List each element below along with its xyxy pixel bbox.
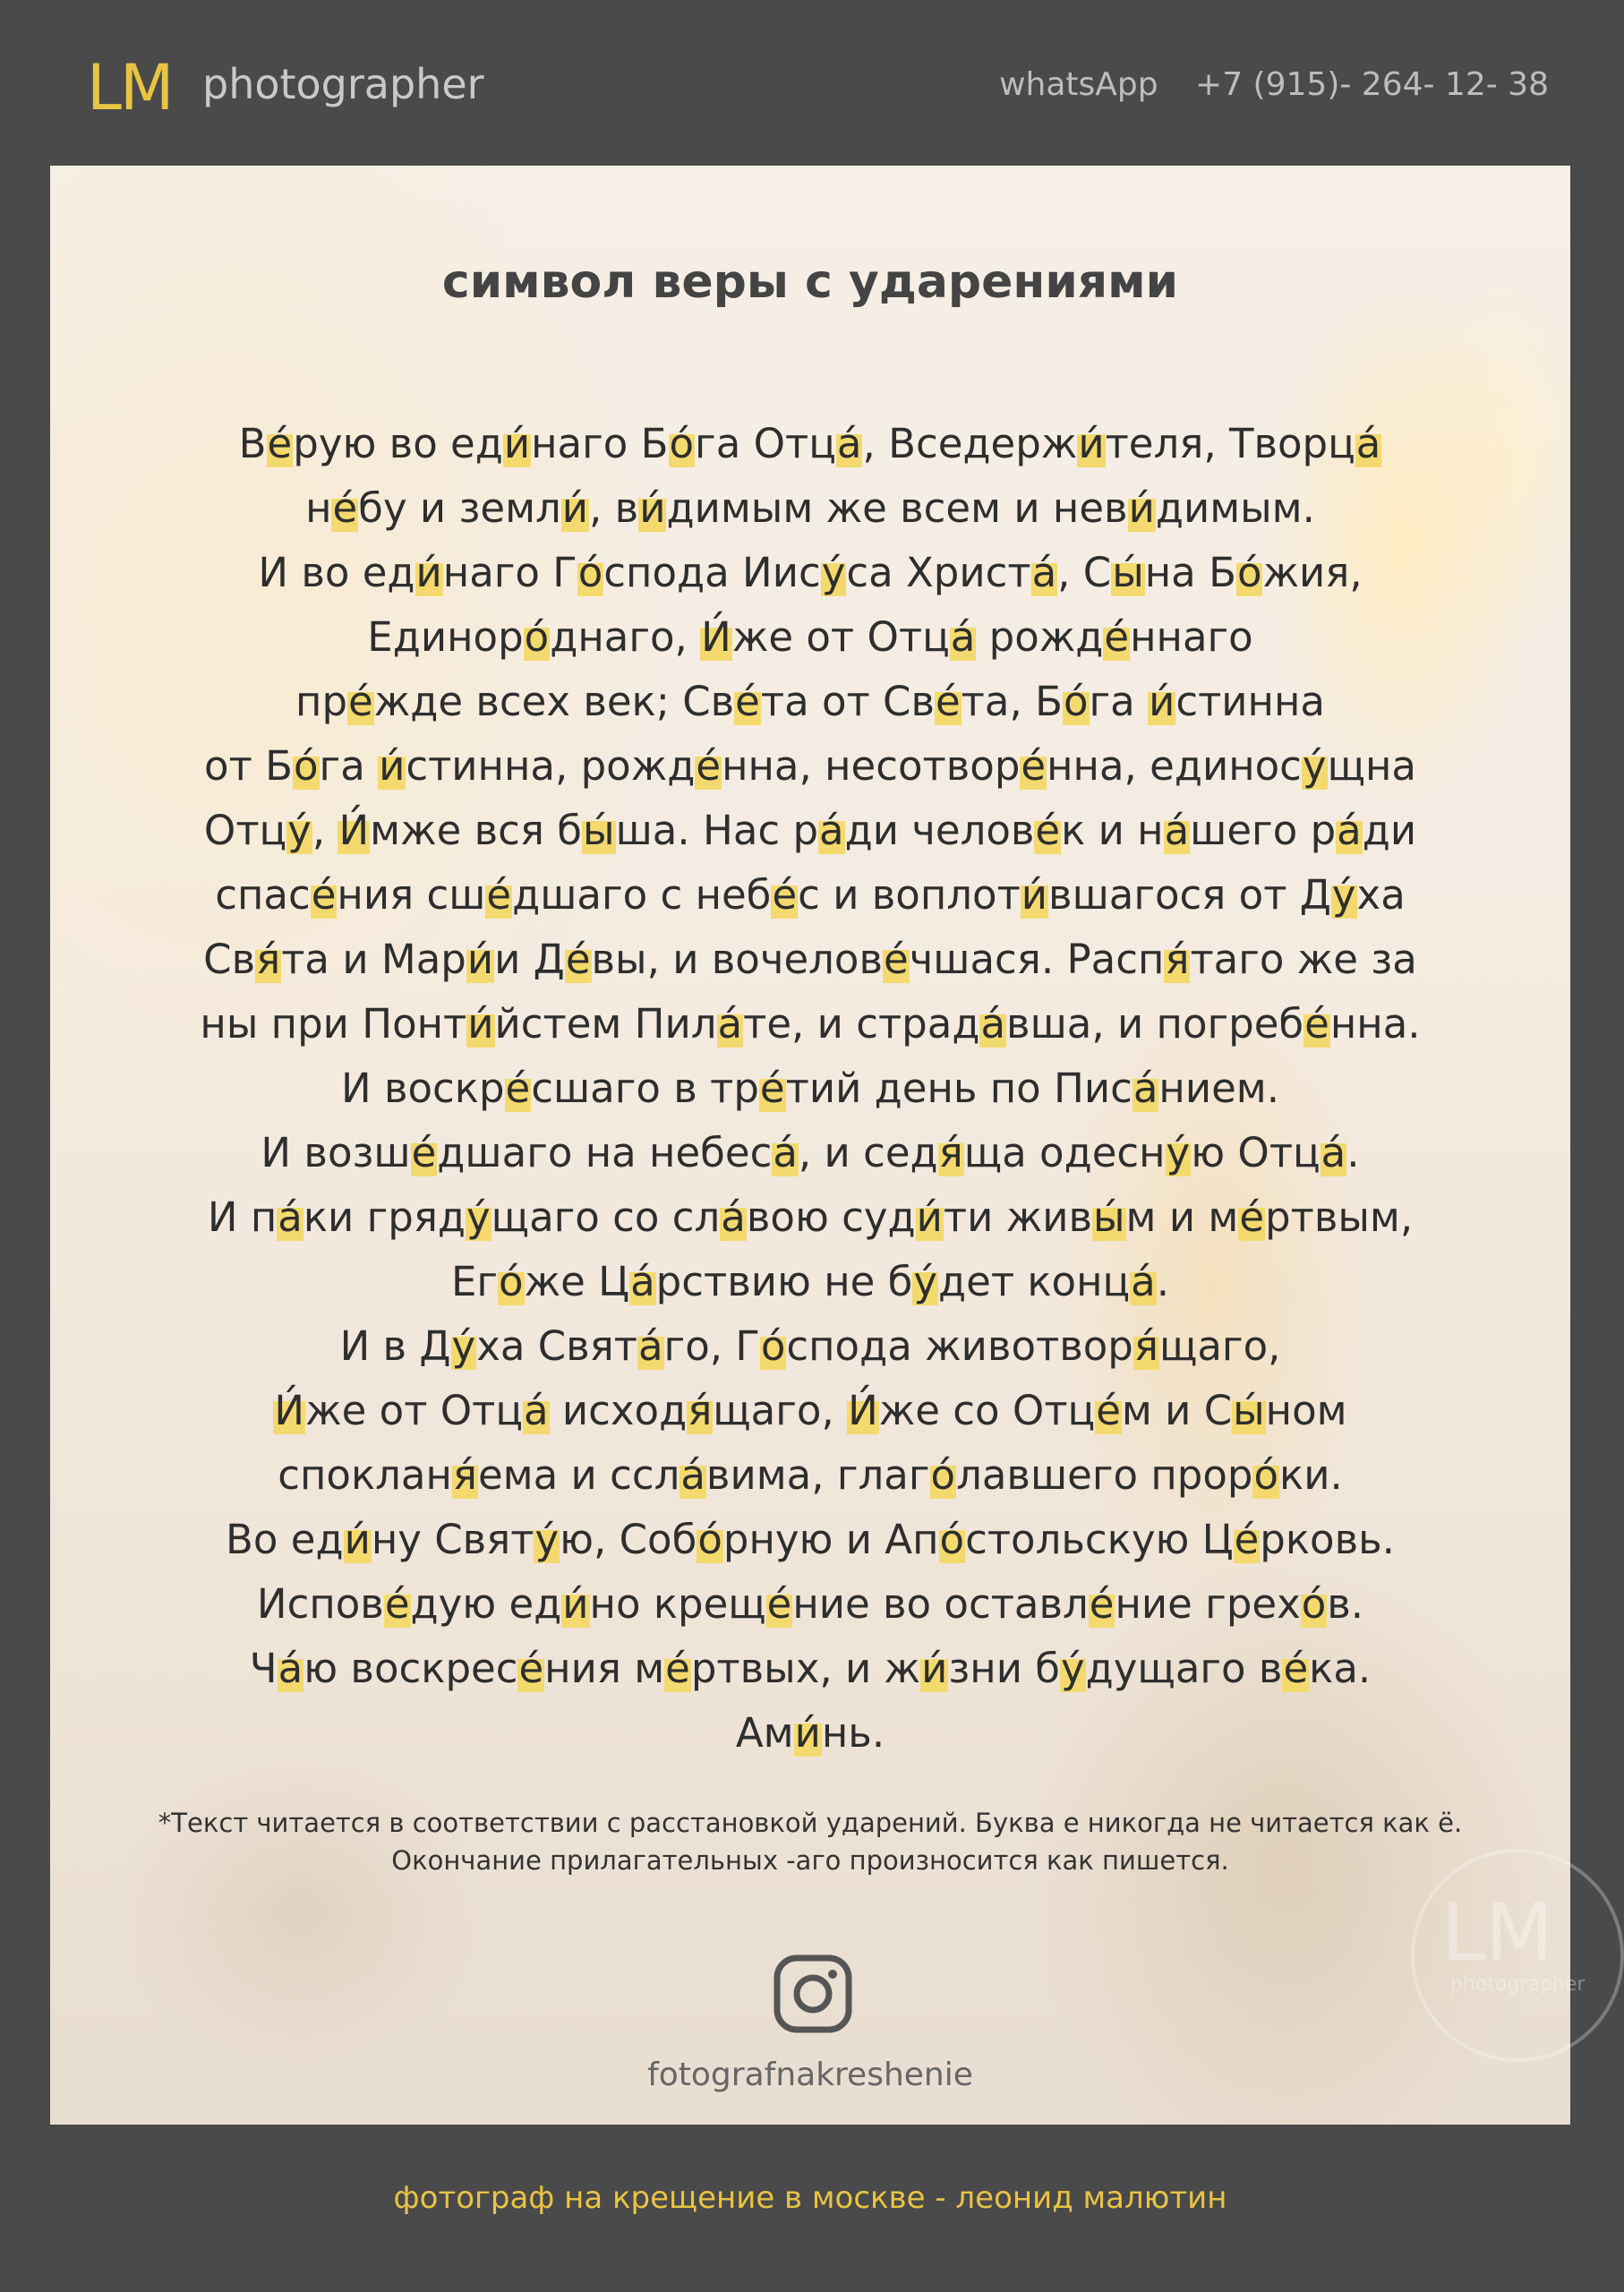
stress-mark: о́ xyxy=(930,1451,956,1499)
stress-mark: е́ xyxy=(696,742,722,790)
stress-mark: ы́ xyxy=(1112,549,1144,596)
stress-mark: а́ xyxy=(524,1387,549,1434)
stress-mark: я́ xyxy=(256,936,281,983)
stress-mark: а́ xyxy=(1031,549,1057,596)
prayer-text xyxy=(86,412,1534,1766)
stress-mark: о́ xyxy=(760,1322,786,1370)
prayer-line: не́бу и земли́, ви́димым же всем и неви́димым. xyxy=(305,484,1315,532)
stress-mark: я́ xyxy=(1133,1322,1158,1370)
stress-mark: и́ xyxy=(916,1193,943,1241)
stress-mark: е́ xyxy=(1021,742,1047,790)
stress-mark: а́ xyxy=(637,1322,663,1370)
stress-mark: у́ xyxy=(913,1258,938,1305)
stress-mark: я́ xyxy=(938,1129,963,1176)
phone-number[interactable]: +7 (915)- 264- 12- 38 xyxy=(1195,66,1549,103)
prayer-line: спокланя́ема и ссла́вима, глаго́лавшего проро́ки. xyxy=(278,1451,1343,1499)
stress-mark: е́ xyxy=(935,678,961,725)
stress-mark: и́ xyxy=(379,742,406,790)
stress-mark: и́ xyxy=(415,549,442,596)
watermark-mark: LM xyxy=(1441,1886,1553,1979)
prayer-line: И воскре́сшаго в тре́тий день по Писа́нием. xyxy=(340,1065,1280,1112)
stress-mark: е́ xyxy=(735,678,760,725)
prayer-line: Свя́та и Мари́и Де́вы, и вочелове́чшася. Распя́таго же за xyxy=(203,936,1417,983)
stress-mark: и́ xyxy=(561,484,589,532)
stress-mark: и́ xyxy=(503,420,531,467)
header xyxy=(0,0,1620,166)
stress-mark: о́ xyxy=(1301,1580,1327,1628)
prayer-line: пре́жде всех век; Све́та от Све́та, Бо́га и́стинна xyxy=(295,678,1325,725)
prayer-line: Во еди́ну Святу́ю, Собо́рную и Апо́стольскую Це́рковь. xyxy=(226,1516,1395,1563)
whatsapp-label: whatsApp xyxy=(999,66,1158,103)
contact-info xyxy=(999,63,1549,107)
stress-mark: о́ xyxy=(293,742,319,790)
stress-mark: и́ xyxy=(1128,484,1155,532)
stress-mark: е́ xyxy=(486,871,512,919)
prayer-line: И возше́дшаго на небеса́, и седя́ща одесну́ю Отца́. xyxy=(261,1129,1360,1176)
prayer-line: Ча́ю воскресе́ния ме́ртвых, и жи́зни бу́дущаго ве́ка. xyxy=(249,1645,1372,1692)
stress-mark: у́ xyxy=(821,549,846,596)
prayer-line: спасе́ния сше́дшаго с небе́с и воплоти́вшагося от Ду́ха xyxy=(215,871,1406,919)
stress-mark: ы́ xyxy=(583,807,615,854)
note-line-1: *Текст читается в соответствии с расстановкой ударений. Буква е никогда не читается как ё. xyxy=(158,1808,1463,1838)
stress-mark: у́ xyxy=(1302,742,1327,790)
prayer-card xyxy=(50,166,1586,2125)
stress-mark: о́ xyxy=(1063,678,1089,725)
note-line-2: Окончание прилагательных -аго произносится как пишется. xyxy=(391,1845,1229,1876)
stress-mark: и́ xyxy=(639,484,666,532)
stress-mark: я́ xyxy=(452,1451,477,1499)
stress-mark: и́ xyxy=(1078,420,1105,467)
instagram-icon[interactable] xyxy=(772,1953,854,2035)
stress-mark: е́ xyxy=(665,1645,690,1692)
stress-mark: и́ xyxy=(1021,871,1048,919)
stress-mark: е́ xyxy=(1089,1580,1115,1628)
stress-mark: а́ xyxy=(1321,1129,1346,1176)
stress-mark: е́ xyxy=(348,678,373,725)
page-title: символ веры с ударениями xyxy=(441,255,1179,309)
stress-mark: у́ xyxy=(534,1516,560,1563)
stress-mark: а́ xyxy=(717,1000,743,1048)
stress-mark: е́ xyxy=(766,1580,792,1628)
stress-mark: а́ xyxy=(1131,1258,1156,1305)
prayer-line: ны при Понти́йстем Пила́те, и страда́вша, и погребе́нна. xyxy=(200,1000,1421,1048)
stress-mark: у́ xyxy=(287,807,312,854)
watermark-logo xyxy=(1411,1849,1624,2062)
stress-mark: е́ xyxy=(772,871,798,919)
stress-mark: и́ xyxy=(921,1645,948,1692)
prayer-line: Испове́дую еди́но креще́ние во оставле́ние грехо́в. xyxy=(256,1580,1364,1628)
stress-mark: я́ xyxy=(1165,936,1190,983)
stress-mark: у́ xyxy=(1331,871,1356,919)
prayer-line: И́же от Отца́ исходя́щаго, И́же со Отце́м и Сы́ном xyxy=(274,1387,1347,1434)
stress-mark: а́ xyxy=(1133,1065,1158,1112)
stress-mark: И́ xyxy=(848,1387,878,1434)
stress-mark: е́ xyxy=(267,420,293,467)
stress-mark: а́ xyxy=(1337,807,1362,854)
logo-text: photographer xyxy=(202,60,484,108)
stress-mark: о́ xyxy=(939,1516,965,1563)
stress-mark: е́ xyxy=(1234,1516,1260,1563)
watermark-sub: photographer xyxy=(1450,1973,1586,1996)
stress-mark: и́ xyxy=(1149,678,1175,725)
stress-mark: о́ xyxy=(1253,1451,1278,1499)
prayer-line: Ами́нь. xyxy=(735,1709,885,1757)
stress-mark: о́ xyxy=(577,549,603,596)
stress-mark: у́ xyxy=(451,1322,476,1370)
stress-mark: И́ xyxy=(701,613,731,661)
stress-mark: е́ xyxy=(384,1580,410,1628)
stress-mark: е́ xyxy=(1239,1193,1265,1241)
stress-mark: ы́ xyxy=(1093,1193,1125,1241)
stress-mark: у́ xyxy=(466,1193,491,1241)
stress-mark: о́ xyxy=(697,1516,722,1563)
stress-mark: а́ xyxy=(836,420,862,467)
prayer-line: Его́же Ца́рствию не бу́дет конца́. xyxy=(450,1258,1170,1305)
stress-mark: е́ xyxy=(1096,1387,1121,1434)
stress-mark: а́ xyxy=(980,1000,1006,1048)
stress-mark: о́ xyxy=(669,420,695,467)
prayer-line: Отцу́, И́мже вся бы́ша. Нас ра́ди челове́к и на́шего ра́ди xyxy=(203,807,1417,854)
stress-mark: у́ xyxy=(1166,1129,1191,1176)
stress-mark: у́ xyxy=(1061,1645,1085,1692)
stress-mark: я́ xyxy=(688,1387,713,1434)
stress-mark: и́ xyxy=(562,1580,589,1628)
stress-mark: а́ xyxy=(630,1258,655,1305)
stress-mark: е́ xyxy=(565,936,591,983)
stress-mark: ы́ xyxy=(1233,1387,1265,1434)
stress-mark: и́ xyxy=(794,1709,821,1757)
stress-mark: е́ xyxy=(1283,1645,1309,1692)
stress-mark: а́ xyxy=(278,1645,303,1692)
stress-mark: е́ xyxy=(1304,1000,1329,1048)
prayer-line: Ве́рую во еди́наго Бо́га Отца́, Вседержи́теля, Творца́ xyxy=(238,420,1381,467)
stress-mark: а́ xyxy=(1355,420,1381,467)
stress-mark: а́ xyxy=(1164,807,1190,854)
prayer-line: И па́ки гряду́щаго со сла́вою суди́ти живы́м и ме́ртвым, xyxy=(207,1193,1414,1241)
prayer-line: И во еди́наго Го́спода Иису́са Христа́, Сы́на Бо́жия, xyxy=(258,549,1363,596)
stress-mark: е́ xyxy=(1035,807,1061,854)
stress-mark: о́ xyxy=(524,613,550,661)
stress-mark: е́ xyxy=(332,484,358,532)
stress-mark: е́ xyxy=(1104,613,1130,661)
stress-mark: а́ xyxy=(721,1193,746,1241)
logo-mark: LM xyxy=(87,51,173,124)
stress-mark: и́ xyxy=(467,1000,494,1048)
stress-mark: е́ xyxy=(759,1065,785,1112)
stress-mark: о́ xyxy=(1236,549,1262,596)
stress-mark: а́ xyxy=(819,807,844,854)
stress-mark: и́ xyxy=(344,1516,371,1563)
stress-mark: е́ xyxy=(518,1645,544,1692)
stress-mark: е́ xyxy=(311,871,337,919)
prayer-line: Единоро́днаго, И́же от Отца́ рожде́ннаго xyxy=(367,613,1253,661)
stress-mark: е́ xyxy=(883,936,909,983)
prayer-line: И в Ду́ха Свята́го, Го́спода животворя́щаго, xyxy=(339,1322,1281,1370)
stress-mark: е́ xyxy=(411,1129,437,1176)
stress-mark: е́ xyxy=(505,1065,531,1112)
stress-mark: о́ xyxy=(499,1258,524,1305)
stress-mark: и́ xyxy=(466,936,494,983)
stress-mark: а́ xyxy=(278,1193,303,1241)
stress-mark: И́ xyxy=(338,807,370,854)
footer-caption: фотограф на крещение в москве - леонид малютин xyxy=(393,2180,1227,2216)
instagram-handle[interactable]: fotografnakreshenie xyxy=(647,2057,973,2093)
stress-mark: И́ xyxy=(274,1387,305,1434)
reading-note xyxy=(50,1804,1570,1879)
stress-mark: а́ xyxy=(950,613,976,661)
prayer-line: от Бо́га и́стинна, рожде́нна, несотворе́нна, единосу́щна xyxy=(204,742,1416,790)
stress-mark: а́ xyxy=(680,1451,705,1499)
stress-mark: а́ xyxy=(773,1129,798,1176)
